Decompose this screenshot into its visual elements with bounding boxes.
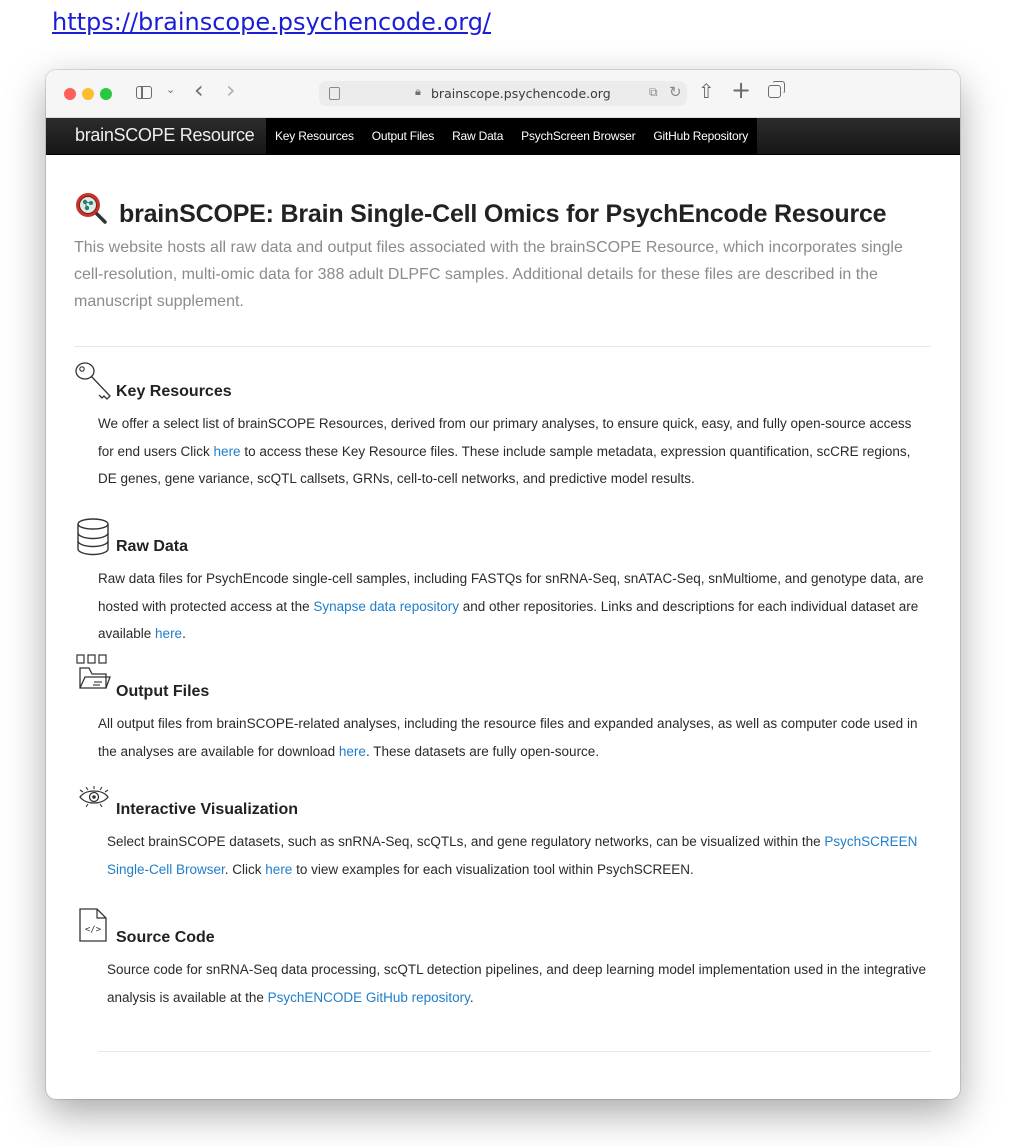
key-resources-here-link[interactable]: here (213, 443, 241, 459)
browser-titlebar (46, 70, 960, 118)
browser-window (46, 70, 960, 1099)
chevron-down-icon[interactable]: ⌄ (166, 83, 176, 96)
output-files-here-link[interactable]: here (338, 743, 366, 759)
close-window-button[interactable] (64, 88, 76, 100)
github-repository-link[interactable]: PsychENCODE GitHub repository (267, 989, 470, 1005)
nav-key-resources[interactable]: Key Resources (275, 129, 354, 143)
page-url-link[interactable]: https://brainscope.psychencode.org/ (52, 8, 492, 36)
folder-icon (76, 654, 112, 694)
tabs-overview-icon[interactable] (768, 85, 781, 98)
site-brand[interactable]: brainSCOPE Resource (75, 125, 255, 145)
new-tab-icon[interactable]: + (731, 76, 752, 104)
section-title: Interactive Visualization (116, 801, 298, 818)
page-description: This website hosts all raw data and output files associated with the brainSCOPE Resource, which incorporates single cell-resolution, multi-omic data for 388 adult DLPFC samples. Additional details for these files are described in the manuscript supplement. (74, 239, 903, 310)
database-icon (76, 518, 110, 556)
section-text: Source code for snRNA-Seq data processing, scQTL detection pipelines, and deep learning model implementation used in the integrative analysis is available at the PsychENCODE GitHub repository. (107, 962, 926, 1005)
back-icon[interactable]: ‹ (194, 76, 204, 104)
page-icon[interactable] (329, 87, 340, 100)
section-text: Select brainSCOPE datasets, such as snRNA-Seq, scQTLs, and gene regulatory networks, can be visualized within the PsychSCREEN Single-Cell Browser. Click here to view examples for each visualization tool within PsychSCREEN. (107, 834, 918, 877)
nav-links (266, 118, 757, 154)
psychscreen-browser-link[interactable]: PsychSCREEN Single-Cell Browser (107, 834, 918, 877)
section-title: Raw Data (116, 538, 189, 555)
brain-magnifier-icon (74, 191, 108, 225)
section-text: Raw data files for PsychEncode single-cell samples, including FASTQs for snRNA-Seq, snATAC-Seq, snMultiome, and genotype data, are hosted with protected access at the Synapse data repository and other repositories. Links and descriptions for each individual dataset are available here. (98, 571, 924, 641)
translate-icon[interactable]: ⧉ (649, 85, 658, 99)
address-bar[interactable] (319, 81, 687, 106)
address-text[interactable]: brainscope.psychencode.org (431, 86, 611, 101)
svg-text:</>: </> (84, 925, 102, 935)
nav-output-files[interactable]: Output Files (371, 129, 435, 143)
nav-psychscreen-browser[interactable]: PsychScreen Browser (521, 129, 636, 143)
eye-icon (76, 786, 112, 808)
nav-raw-data[interactable]: Raw Data (452, 129, 504, 143)
code-file-icon (79, 908, 107, 942)
lock-icon: 🔒︎ (415, 86, 421, 98)
section-title: Output Files (116, 683, 210, 700)
minimize-window-button[interactable] (82, 88, 94, 100)
section-text: All output files from brainSCOPE-related analyses, including the resource files and expanded analyses, as well as computer code used in the analyses are available for download here. These datasets are fully open-source. (98, 716, 918, 759)
nav-github-repository[interactable]: GitHub Repository (653, 129, 749, 143)
visualization-here-link[interactable]: here (265, 861, 293, 877)
divider (74, 346, 931, 347)
page-title: brainSCOPE: Brain Single-Cell Omics for PsychEncode Resource (119, 200, 887, 228)
zoom-window-button[interactable] (100, 88, 112, 100)
forward-icon[interactable]: › (226, 76, 236, 104)
key-icon (74, 361, 114, 403)
reload-icon[interactable]: ↻ (669, 84, 682, 101)
section-title: Key Resources (116, 383, 232, 400)
raw-data-here-link[interactable]: here (155, 626, 183, 641)
section-text: We offer a select list of brainSCOPE Resources, derived from our primary analyses, to ensure quick, easy, and fully open-source access for end users Click here to access these Key Resource files. These include sample metadata, expression quantification, scCRE regions, DE genes, gene variance, scQTL callsets, GRNs, cell-to-cell networks, and predictive model results. (98, 416, 912, 486)
sidebar-icon[interactable] (136, 86, 152, 99)
section-title: Source Code (116, 929, 215, 946)
footer-divider (98, 1051, 931, 1052)
share-icon[interactable]: ⇧ (698, 79, 715, 103)
synapse-repository-link[interactable]: Synapse data repository (313, 598, 459, 614)
site-navbar (46, 118, 960, 155)
